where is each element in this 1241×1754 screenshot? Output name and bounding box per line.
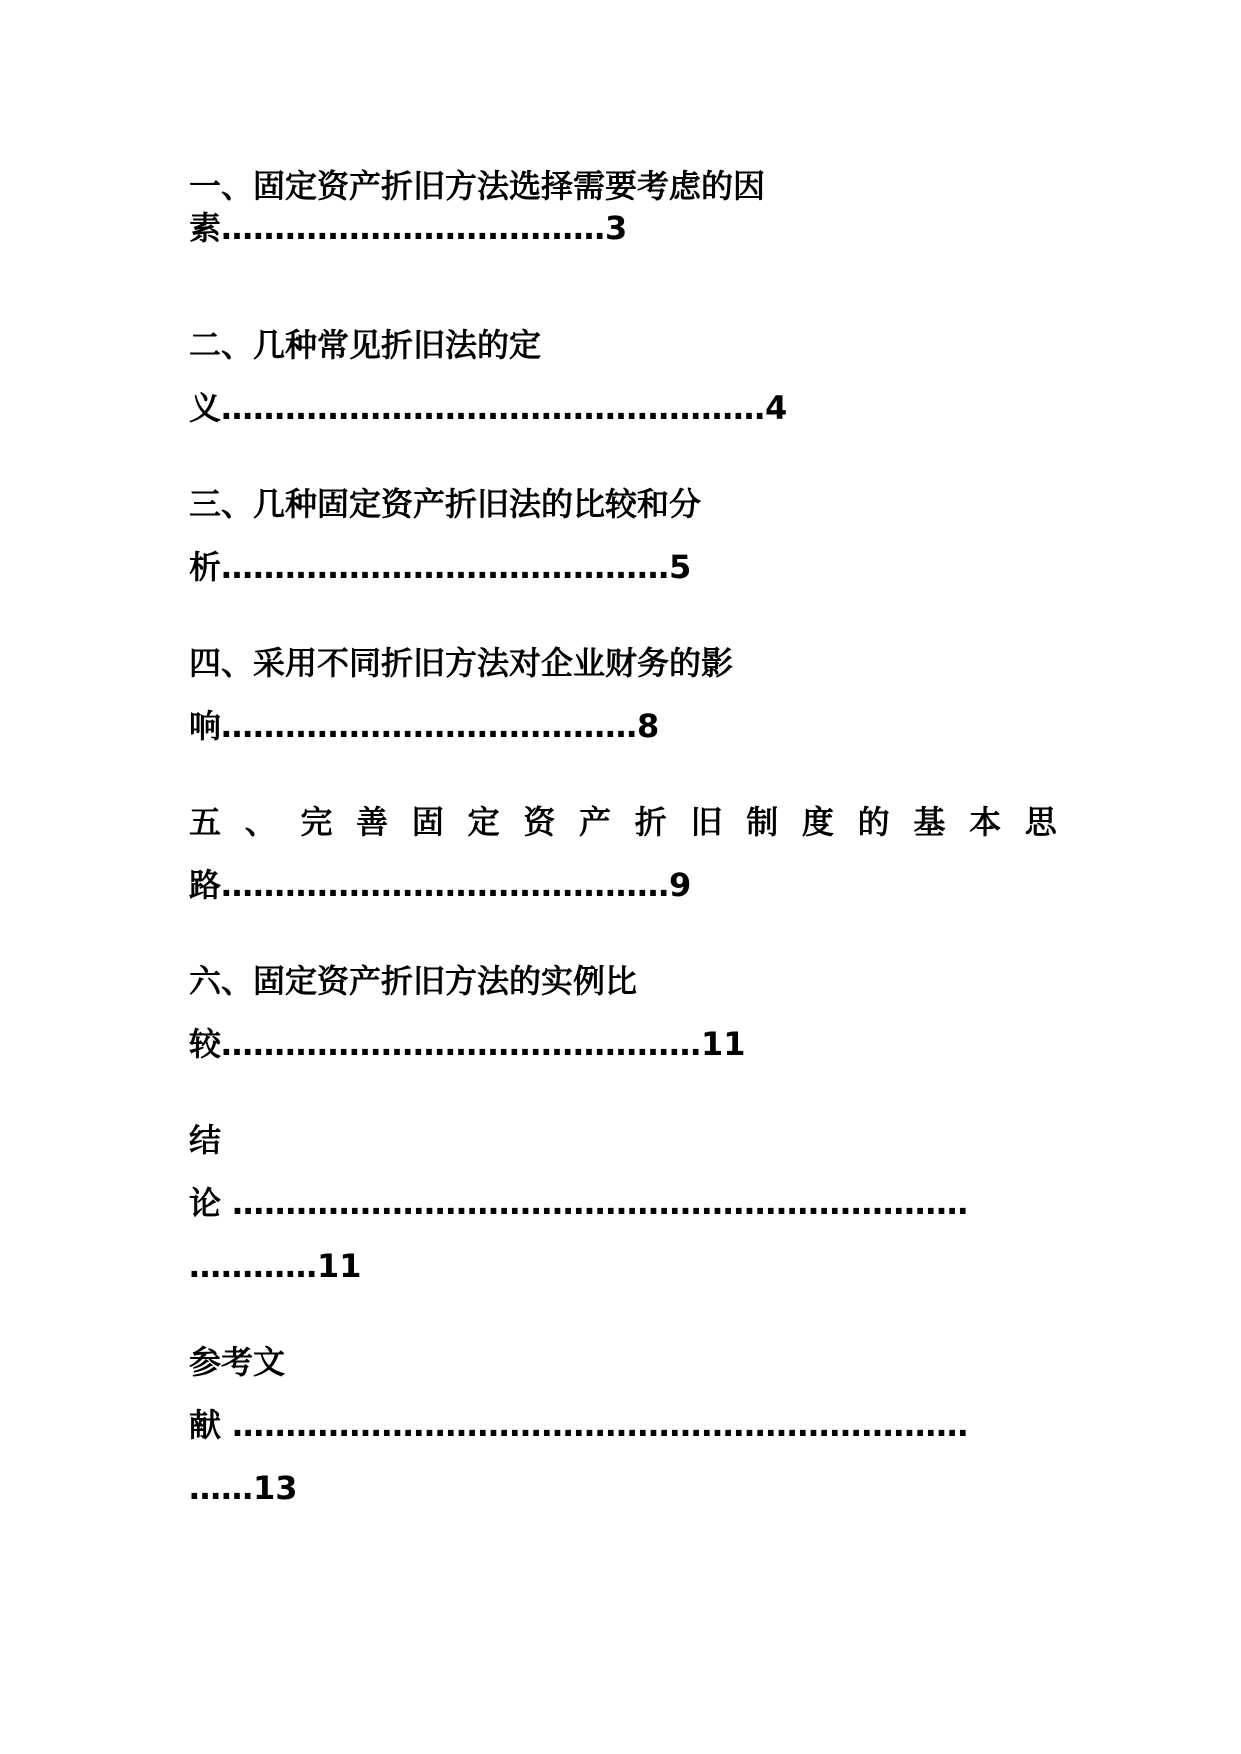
toc-entry-6-leader: 较………………………………………11 — [189, 1025, 746, 1063]
toc-entry-4-title: 四、采用不同折旧方法对企业财务的影 — [189, 644, 734, 682]
toc-entry-5-char: 固 — [411, 803, 444, 841]
toc-entry-5-char: 制 — [746, 803, 779, 841]
toc-entry-5-leader: 路……………………………………9 — [189, 866, 692, 904]
toc-entry-2-title: 二、几种常见折旧法的定 — [189, 326, 542, 364]
toc-entry-3-title: 三、几种固定资产折旧法的比较和分 — [189, 485, 702, 523]
toc-entry-5-char: 善 — [356, 803, 389, 841]
toc-entry-6-title: 六、固定资产折旧方法的实例比 — [189, 962, 638, 1000]
toc-entry-5-char: 基 — [913, 803, 946, 841]
toc-entry-5-char: 本 — [969, 803, 1002, 841]
toc-entry-1-leader: 素………………………………3 — [189, 209, 628, 247]
toc-entry-5-char: 产 — [579, 803, 612, 841]
toc-entry-7-continuation: …………11 — [189, 1247, 362, 1285]
toc-entry-5-char: 完 — [300, 803, 333, 841]
toc-entry-7-leader: 论 …………………………………………………………… — [189, 1184, 969, 1222]
toc-entry-5-char: 五 — [189, 803, 222, 841]
toc-entry-8-title: 参考文 — [189, 1343, 286, 1381]
toc-entry-5-char: 思 — [1024, 803, 1057, 841]
toc-entry-7-title: 结 — [189, 1121, 222, 1159]
toc-entry-5-char: 、 — [244, 803, 277, 841]
toc-entry-5-char: 定 — [467, 803, 500, 841]
toc-entry-5-char: 的 — [857, 803, 890, 841]
toc-entry-8-continuation: ……13 — [189, 1469, 298, 1507]
toc-entry-4-leader: 响…………………………………8 — [189, 707, 660, 745]
toc-entry-3-leader: 析……………………………………5 — [189, 548, 692, 586]
toc-entry-5-char: 旧 — [690, 803, 723, 841]
toc-entry-1-title: 一、固定资产折旧方法选择需要考虑的因 — [189, 167, 766, 205]
toc-entry-2-leader: 义……………………………………………4 — [189, 389, 788, 427]
toc-entry-5-char: 资 — [523, 803, 556, 841]
toc-entry-5-title — [189, 800, 1057, 844]
toc-entry-8-leader: 献 …………………………………………………………… — [189, 1406, 969, 1444]
toc-entry-5-char: 折 — [634, 803, 667, 841]
toc-entry-5-char: 度 — [801, 803, 834, 841]
